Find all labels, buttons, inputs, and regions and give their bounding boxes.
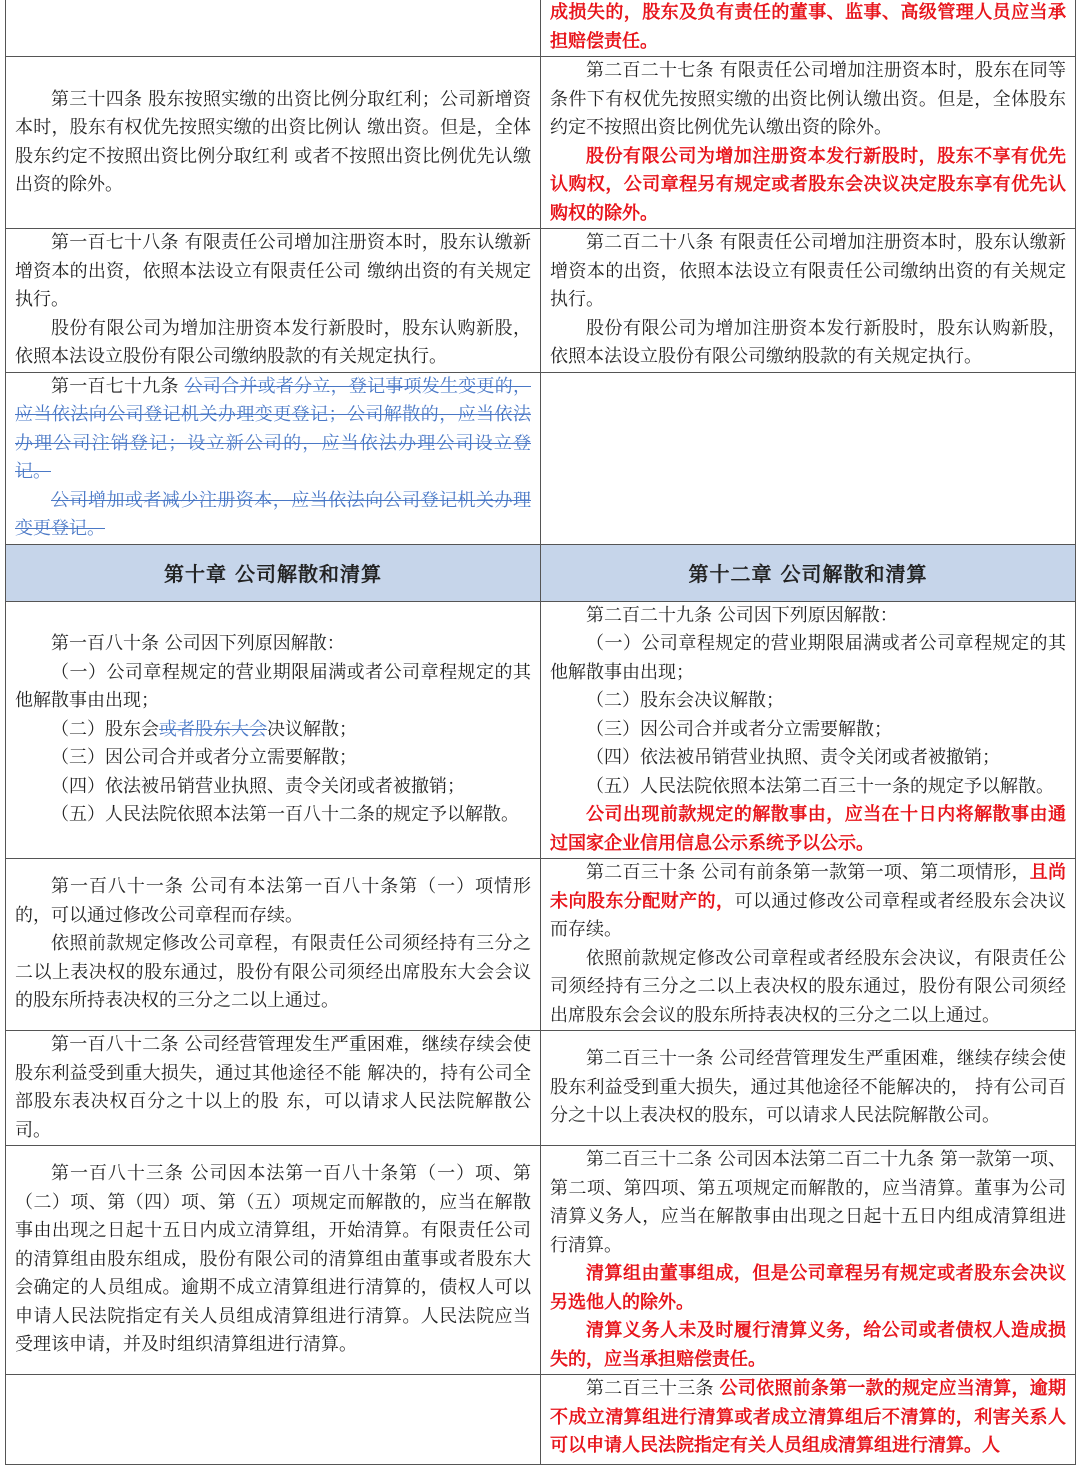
text-segment: （二）股东会 [51,718,159,740]
old-law-cell [6,1146,541,1375]
text-segment: 第二百三十三条 [586,1378,720,1399]
text-segment: 第二百三十二条 公司因本法第二百二十九条 第一款第一项、第二项、第四项、第五项规定而解散的，应当清算。董事为公司清算义务人，应当在解散事由出现之日起十五日内组成清算组进行清算。 [550,1149,1066,1256]
chapter-header-row [6,544,1076,601]
table-row [6,372,1076,544]
text-segment: 第一百八十三条 公司因本法第一百八十条第（一）项、第（二）项、第（四）项、第（五）项规定而解散的，应当在解散事由出现之日起十五日内成立清算组，开始清算。有限责任公司的清算组由股东组成，股份有限公司的清算组由董事或者股东大会确定的人员组成。逾期不成立清算组进行清算的，债权人可以申请人民法院指定有关人员组成清算组进行清算。人民法院应当受理该申请，并及时组织清算组进行清算。 [15,1163,531,1356]
table-row [6,859,1076,1031]
text-segment: 股份有限公司为增加注册资本发行新股时，股东认购新股，依照本法设立股份有限公司缴纳股款的有关规定执行。 [550,317,1066,367]
table-row [6,229,1076,373]
article-paragraph [15,773,531,802]
article-paragraph [15,315,531,372]
old-law-cell [6,601,541,859]
article-paragraph [550,945,1066,1031]
new-law-cell [541,57,1076,229]
table-row [6,1375,1076,1465]
text-segment: 第一百八十二条 公司经营管理发生严重困难，继续存续会使股东利益受到重大损失，通过其他途径不能 解决的，持有公司全部股东表决权百分之十以上的股 东，可以请求人民法院解散公司。 [15,1034,531,1141]
old-law-cell [6,229,541,373]
text-segment: （二）股东会决议解散； [586,690,784,711]
deleted-text: 或者股东大会 [159,718,267,740]
text-segment: （四）依法被吊销营业执照、责令关闭或者被撤销； [586,747,1000,768]
article-paragraph [15,744,531,773]
text-segment: 第三十四条 股东按照实缴的出资比例分取红利；公司新增资本时，股东有权优先按照实缴的出资比例认 缴出资。但是，全体股东约定不按照出资比例分取红利 或者不按照出资比例优先认缴出资的除外。 [15,88,531,195]
article-paragraph [550,1045,1066,1131]
added-text: 清算义务人未及时履行清算义务，给公司或者债权人造成损失的，应当承担赔偿责任。 [550,1320,1066,1370]
chapter-title: 第十章 公司解散和清算 [6,544,541,601]
text-segment: 依照前款规定修改公司章程或者经股东会决议，有限责任公司须经持有三分之二以上表决权的股东通过，股份有限公司须经出席股东会会议的股东所持表决权的三分之二以上通过。 [550,947,1066,1026]
table-row [6,1146,1076,1375]
new-law-cell [541,1375,1076,1465]
old-law-cell [6,0,541,57]
text-segment: （三）因公司合并或者分立需要解散； [586,718,892,740]
new-law-cell [541,1146,1076,1375]
text-segment: （五）人民法院依照本法第一百八十二条的规定予以解散。 [51,804,519,825]
old-law-cell [6,859,541,1031]
added-text: 公司出现前款规定的解散事由，应当在十日内将解散事由通过国家企业信用信息公示系统予以公示。 [550,804,1066,854]
old-law-cell [6,1031,541,1146]
article-paragraph [15,716,531,745]
article-paragraph [550,1146,1066,1260]
text-segment: 第二百二十九条 公司因下列原因解散： [586,604,898,626]
added-text: 清算组由董事组成，但是公司章程另有规定或者股东会决议另选他人的除外。 [550,1263,1066,1313]
new-law-cell [541,229,1076,373]
article-paragraph [550,1317,1066,1374]
new-law-cell [541,372,1076,544]
table-row [6,0,1076,57]
new-law-cell [541,1031,1076,1146]
article-paragraph [550,744,1066,773]
text-segment: 第一百七十九条 [51,375,185,397]
old-law-cell [6,372,541,544]
old-law-cell [6,1375,541,1465]
article-paragraph [15,86,531,200]
text-segment: （一）公司章程规定的营业期限届满或者公司章程规定的其他解散事由出现； [15,661,531,711]
article-paragraph [550,859,1066,945]
table-row [6,57,1076,229]
article-paragraph [15,873,531,930]
old-law-cell [6,57,541,229]
text-segment: 第二百三十一条 公司经营管理发生严重困难，继续存续会使股东利益受到重大损失，通过其他途径不能解决的， 持有公司百分之十以上表决权的股东，可以请求人民法院解散公司。 [550,1048,1066,1127]
article-paragraph [550,0,1066,56]
new-law-cell [541,0,1076,57]
table-row [6,601,1076,859]
article-paragraph [550,716,1066,745]
new-law-cell [541,601,1076,859]
article-paragraph [550,773,1066,802]
text-segment: 可以通过修改公司章程或者经股东会决议而存续。 [550,890,1067,940]
new-law-cell [541,859,1076,1031]
text-segment: 第二百三十条 公司有前条第一款第一项、第二项情形， [586,862,1030,883]
text-segment: 第一百八十条 公司因下列原因解散： [51,633,345,654]
article-paragraph [550,1375,1066,1461]
article-paragraph [15,630,531,659]
text-segment: 第二百二十八条 有限责任公司增加注册资本时，股东认缴新增资本的出资，依照本法设立有限责任公司缴纳出资的有关规定执行。 [550,232,1066,310]
text-segment: （五）人民法院依照本法第二百三十一条的规定予以解散。 [586,775,1054,797]
article-paragraph [550,801,1066,858]
article-paragraph [15,373,531,487]
added-text: 且尚未向股东分配财产的， [550,862,1066,912]
article-paragraph [15,1031,531,1145]
article-paragraph [550,229,1066,315]
article-paragraph [550,602,1066,631]
added-text: 成损失的，股东及负有责任的董事、监事、高级管理人员应当承担赔偿责任。 [550,2,1066,52]
added-text: 股份有限公司为增加注册资本发行新股时，股东不享有优先认购权，公司章程另有规定或者股东会决议决定股东享有优先认购权的除外。 [550,145,1066,224]
text-segment: （三）因公司合并或者分立需要解散； [51,747,357,768]
article-paragraph [15,229,531,315]
article-paragraph [550,687,1066,716]
text-segment: 第二百二十七条 有限责任公司增加注册资本时，股东在同等条件下有权优先按照实缴的出资比例认缴出资。但是，全体股东约定不按照出资比例优先认缴出资的除外。 [550,60,1066,138]
article-paragraph [15,930,531,1016]
comparison-table [5,0,1076,1465]
article-paragraph [15,659,531,716]
added-text: 公司依照前条第一款的规定应当清算，逾期不成立清算组进行清算或者成立清算组后不清算的，利害关系人可以申请人民法院指定有关人员组成清算组进行清算。人 [550,1378,1066,1456]
text-segment: （四）依法被吊销营业执照、责令关闭或者被撤销； [51,775,465,797]
deleted-text: 公司合并或者分立，登记事项发生变更的，应当依法向公司登记机关办理变更登记；公司解散的，应当依法办理公司注销登记；设立新公司的，应当依法办理公司设立登记。 [15,375,531,482]
table-row [6,1031,1076,1146]
text-segment: （一）公司章程规定的营业期限届满或者公司章程规定的其他解散事由出现； [550,633,1066,683]
article-paragraph [550,630,1066,687]
article-paragraph [15,801,531,830]
article-paragraph [550,57,1066,143]
chapter-title: 第十二章 公司解散和清算 [541,544,1076,601]
text-segment: 第一百八十一条 公司有本法第一百八十条第（一）项情形的，可以通过修改公司章程而存续。 [15,876,531,926]
article-paragraph [550,315,1066,372]
deleted-text: 公司增加或者减少注册资本，应当依法向公司登记机关办理变更登记。 [15,489,531,539]
text-segment: 依照前款规定修改公司章程，有限责任公司须经持有三分之二以上表决权的股东通过，股份有限公司须经出席股东大会会议的股东所持表决权的三分之二以上通过。 [15,933,531,1012]
article-paragraph [550,143,1066,229]
text-segment: 决议解散； [267,718,357,740]
article-paragraph [550,1260,1066,1317]
text-segment: 第一百七十八条 有限责任公司增加注册资本时，股东认缴新增资本的出资，依照本法设立有限责任公司 缴纳出资的有关规定执行。 [15,232,531,310]
text-segment: 股份有限公司为增加注册资本发行新股时，股东认购新股，依照本法设立股份有限公司缴纳股款的有关规定执行。 [15,317,531,367]
article-paragraph [15,1160,531,1360]
article-paragraph [15,487,531,544]
